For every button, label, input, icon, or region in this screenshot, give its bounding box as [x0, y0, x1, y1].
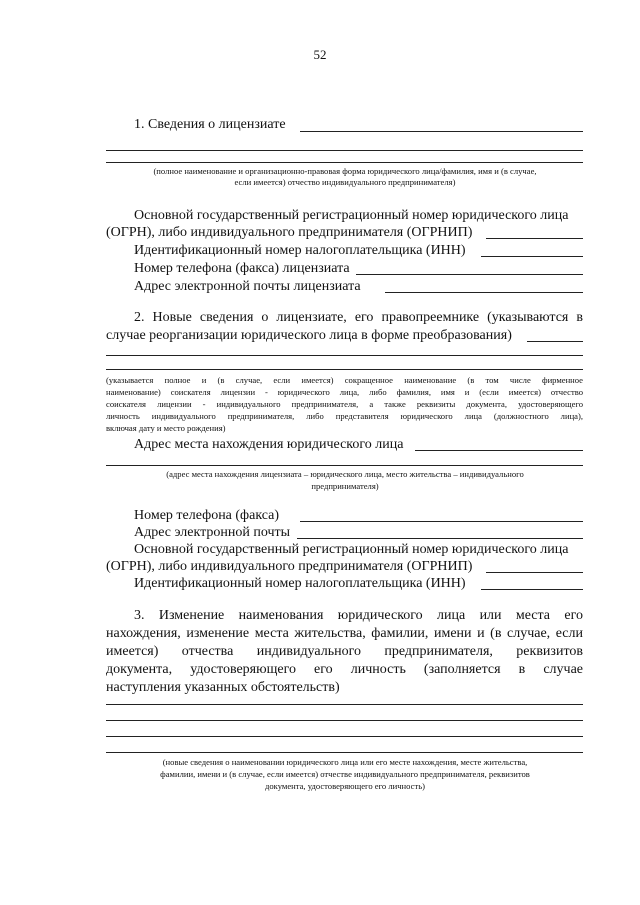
s2-successor-field-3[interactable] — [106, 369, 583, 370]
section-3-line-5: наступления указанных обстоятельств) — [106, 680, 340, 695]
s1-ogrn-label-2: (ОГРН), либо индивидуального предпринимателя (ОГРНИП) — [106, 225, 473, 240]
s1-ogrn-field[interactable] — [486, 238, 583, 239]
section-3-line-4: документа, удостоверяющего его личность (заполняется в случае — [106, 662, 583, 677]
s1-email-field[interactable] — [385, 292, 583, 293]
section-1-title: 1. Сведения о лицензиате — [134, 117, 286, 132]
s2-successor-field-2[interactable] — [106, 355, 583, 356]
s2-note-line-3: соискателя лицензии - индивидуального предпринимателя, а также реквизиты документа, удостоверяющего — [106, 399, 583, 409]
s2-phone-label: Номер телефона (факса) — [134, 508, 280, 523]
s1-ogrn-label-1: Основной государственный регистрационный номер юридического лица — [134, 208, 569, 223]
s2-note-line-4: личность индивидуального предпринимателя, либо представителя юридического лица (должностного лица), — [106, 411, 583, 421]
s2-ogrn-label-2: (ОГРН), либо индивидуального предпринимателя (ОГРНИП) — [106, 559, 473, 574]
s2-inn-field[interactable] — [481, 589, 583, 590]
s2-email-label: Адрес электронной почты — [134, 525, 291, 540]
s2-note-line-5: включая дату и место рождения) — [106, 423, 226, 433]
s2-note-line-2: наименование) соискателя лицензии - юридического лица, либо фамилия, имя и (если имеется) отчество — [106, 387, 583, 397]
s2-address-label: Адрес места нахождения юридического лица — [134, 437, 404, 452]
s3-note-1: (новые сведения о наименовании юридического лица или его месте нахождения, месте жительства, — [162, 757, 528, 767]
licensee-name-note-1: (полное наименование и организационно-правовая форма юридического лица/фамилия, имя и (в случае, — [153, 166, 537, 176]
s2-address-note-2: предпринимателя) — [311, 481, 379, 491]
s2-email-field[interactable] — [297, 538, 583, 539]
s3-field-4[interactable] — [106, 752, 583, 753]
licensee-name-note-2: если имеется) отчество индивидуального предпринимателя) — [234, 177, 456, 187]
s3-note-2: фамилии, имени и (в случае, если имеется) отчестве индивидуального предпринимателя, реквизитов — [160, 769, 530, 779]
s2-address-field[interactable] — [415, 450, 583, 451]
licensee-name-field-3[interactable] — [106, 162, 583, 163]
s3-field-2[interactable] — [106, 720, 583, 721]
s2-ogrn-label-1: Основной государственный регистрационный номер юридического лица — [134, 542, 569, 557]
licensee-name-field[interactable] — [300, 131, 583, 132]
s3-field-3[interactable] — [106, 736, 583, 737]
s2-phone-field[interactable] — [300, 521, 583, 522]
section-3-line-1: 3. Изменение наименования юридического лица или места его — [134, 608, 583, 623]
s2-address-field-2[interactable] — [106, 465, 583, 466]
s2-note-line-1: (указывается полное и (в случае, если имеется) сокращенное наименование (в том числе фирменное — [106, 375, 583, 385]
s2-inn-label: Идентификационный номер налогоплательщика (ИНН) — [134, 576, 466, 591]
section-3-line-2: нахождения, изменение места жительства, фамилии, имени и (в случае, если — [106, 626, 583, 641]
page-number: 52 — [313, 47, 327, 62]
s1-phone-field[interactable] — [356, 274, 583, 275]
s2-address-note-1: (адрес места нахождения лицензиата – юридического лица, место жительства – индивидуального — [166, 469, 524, 479]
s2-ogrn-field[interactable] — [486, 572, 583, 573]
section-2-title-1: 2. Новые сведения о лицензиате, его правопреемнике (указываются в — [134, 310, 583, 325]
s2-successor-field[interactable] — [527, 341, 583, 342]
s3-field-1[interactable] — [106, 704, 583, 705]
s3-note-3: документа, удостоверяющего его личность) — [264, 781, 426, 791]
section-2-title-2: случае реорганизации юридического лица в форме преобразования) — [106, 328, 512, 343]
licensee-name-field-2[interactable] — [106, 150, 583, 151]
s1-email-label: Адрес электронной почты лицензиата — [134, 279, 361, 294]
section-3-line-3: имеется) отчества индивидуального предпринимателя, реквизитов — [106, 644, 583, 659]
s1-inn-label: Идентификационный номер налогоплательщика (ИНН) — [134, 243, 466, 258]
s1-inn-field[interactable] — [481, 256, 583, 257]
s1-phone-label: Номер телефона (факса) лицензиата — [134, 261, 350, 276]
